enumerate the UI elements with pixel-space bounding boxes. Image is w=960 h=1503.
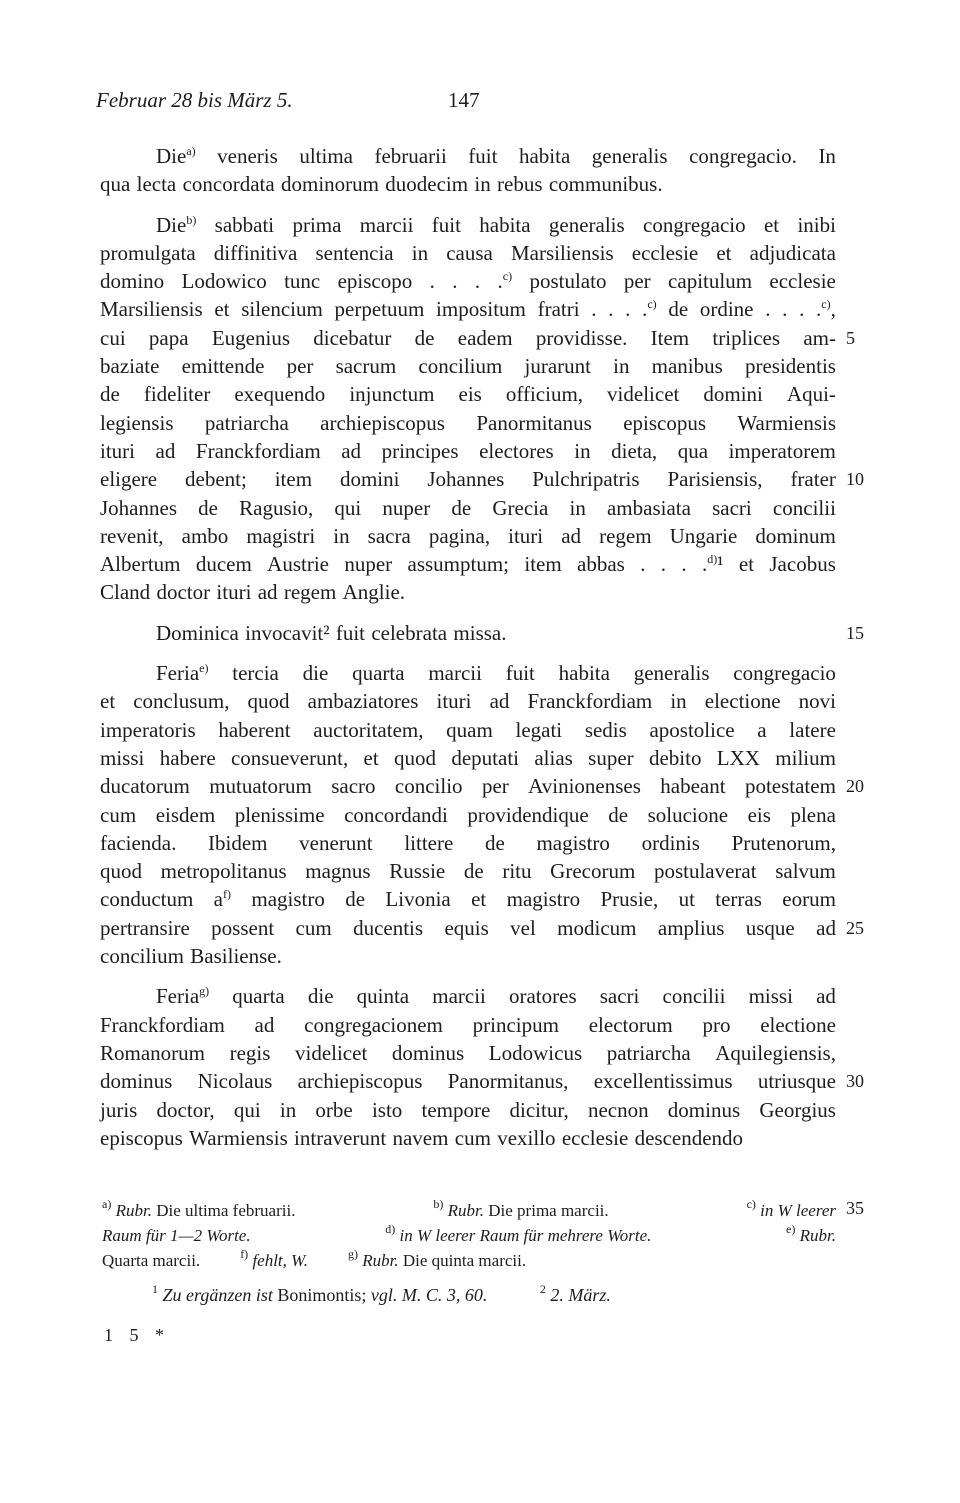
line-number: 35	[846, 1198, 864, 1218]
footnote-line	[102, 1198, 836, 1223]
explanatory-notes	[152, 1282, 611, 1306]
footnote-c-cont: Raum für 1—2 Worte.	[102, 1226, 251, 1245]
text-line: quod metropolitanus magnus Russie de ritu Grecorum postulaverat salvum	[100, 859, 836, 884]
text-line: cum eisdem plenissime concordandi providendique de solucione eis plena	[100, 802, 836, 827]
sheet-signature: 1 5 *	[104, 1325, 170, 1345]
text-line: cui papa Eugenius dicebatur de eadem providisse. Item triplices am-	[100, 325, 836, 350]
text-line: Marsiliensis et silencium perpetuum impositum fratri . . . .$^{c)}$ de ordine . . . .$^{c)}$,	[100, 297, 836, 322]
text-line: missi habere consueverunt, et quod deputati alias super debito LXX milium	[100, 745, 836, 770]
text-line: episcopus Warmiensis intraverunt navem cum vexillo ecclesie descendendo	[100, 1125, 744, 1150]
text-line: Die$^{a)}$ veneris ultima februarii fuit habita generalis congregacio. In	[156, 144, 836, 168]
text-line: domino Lodowico tunc episcopo . . . .$^{c)}$ postulato per capitulum ecclesie	[100, 269, 836, 294]
text-line: ducatorum mutuatorum sacro concilio per Avinionenses habeant potestatem	[100, 774, 836, 799]
text-line: conductum $a^{f)}$ magistro de Livonia et magistro Prusie, ut terras eorum	[100, 887, 836, 912]
line-number: 20	[846, 776, 864, 797]
text-line: Die$^{b)}$ sabbati prima marcii fuit habita generalis congregacio et inibi	[156, 212, 836, 237]
footnote-g: $^{g)}$ Rubr. Die quinta marcii.	[348, 1247, 527, 1270]
footnote-b: $^{b)}$ Rubr. Die prima marcii.	[433, 1197, 609, 1220]
line-number: 10	[846, 469, 864, 490]
text-line: legiensis patriarcha archiepiscopus Panormitanus episcopus Warmiensis	[100, 410, 836, 435]
text-line: qua lecta concordata dominorum duodecim in rebus communibus.	[100, 172, 663, 197]
line-number: 15	[846, 622, 864, 643]
text-line: Cland doctor ituri ad regem Anglie.	[100, 580, 406, 605]
line-number: 30	[846, 1071, 864, 1092]
text-line: dominus Nicolaus archiepiscopus Panormitanus, excellentissimus utriusque	[100, 1069, 836, 1094]
text-line: imperatoris haberent auctoritatem, quam legati sedis apostolice a latere	[100, 717, 836, 742]
running-title: Februar 28 bis März 5.	[96, 88, 293, 112]
text-line: Feria$^{e)}$ tercia die quarta marcii fuit habita generalis congregacio	[156, 661, 836, 686]
critical-apparatus	[102, 1198, 836, 1273]
footnote-a: $^{a)}$ Rubr. Die ultima februarii.	[102, 1197, 296, 1220]
footnote-line	[102, 1223, 836, 1248]
footnote-line	[102, 1248, 836, 1273]
text-line: Romanorum regis videlicet dominus Lodowicus patriarcha Aquilegiensis,	[100, 1040, 836, 1065]
text-line: et conclusum, quod ambaziatores ituri ad Franckfordiam in electione novi	[100, 689, 836, 714]
page-header	[96, 88, 846, 118]
text-line: Albertum ducem Austrie nuper assumptum; item abbas . . . .$^{d)}$¹ et Jacobus	[100, 552, 836, 577]
line-number: 5	[846, 327, 855, 348]
text-line: Johannes de Ragusio, qui nuper de Grecia in ambasiata sacri concilii	[100, 495, 836, 520]
page-number: 147	[448, 88, 480, 112]
text-line: ituri ad Franckfordiam ad principes electores in dieta, qua imperatorem	[100, 438, 836, 463]
text-line: de fideliter exequendo injunctum eis officium, videlicet domini Aqui-	[100, 382, 836, 407]
footnote-e-cont: Quarta marcii.	[102, 1251, 201, 1270]
note-1: $^1$ Zu ergänzen ist Bonimontis; vgl. M. C. 3, 60.	[152, 1282, 488, 1305]
footnote-f: $^{f)}$ fehlt, W.	[240, 1247, 309, 1270]
text-line: Feria$^{g)}$ quarta die quinta marcii oratores sacri concilii missi ad	[156, 984, 836, 1009]
text-line: revenit, ambo magistri in sacra pagina, ituri ad regem Ungarie dominum	[100, 523, 836, 548]
note-2: $^2$ 2. März.	[539, 1282, 611, 1305]
text-line: facienda. Ibidem venerunt littere de magistro ordinis Prutenorum,	[100, 830, 836, 855]
footnote-c: $^{c)}$ in W leerer	[746, 1197, 836, 1220]
text-line: pertransire possent cum ducentis equis vel modicum amplius usque ad	[100, 915, 836, 940]
text-line: Dominica invocavit² fuit celebrata missa.	[156, 620, 507, 645]
line-number: 25	[846, 917, 864, 938]
main-text	[100, 142, 836, 1152]
text-line: eligere debent; item domini Johannes Pulchripatris Parisiensis, frater	[100, 467, 836, 492]
text-line: baziate emittende per sacrum concilium jurarunt in manibus presidentis	[100, 354, 836, 379]
footnote-e: $^{e)}$ Rubr.	[786, 1222, 836, 1245]
text-line: promulgata diffinitiva sentencia in causa Marsiliensis ecclesie et adjudicata	[100, 240, 836, 265]
text-line: Franckfordiam ad congregacionem principum electorum pro electione	[100, 1012, 836, 1037]
text-line: juris doctor, qui in orbe isto tempore dicitur, necnon dominus Georgius	[100, 1097, 836, 1122]
footnote-d: $^{d)}$ in W leerer Raum für mehrere Worte.	[385, 1222, 652, 1245]
text-line: concilium Basiliense.	[100, 944, 282, 969]
